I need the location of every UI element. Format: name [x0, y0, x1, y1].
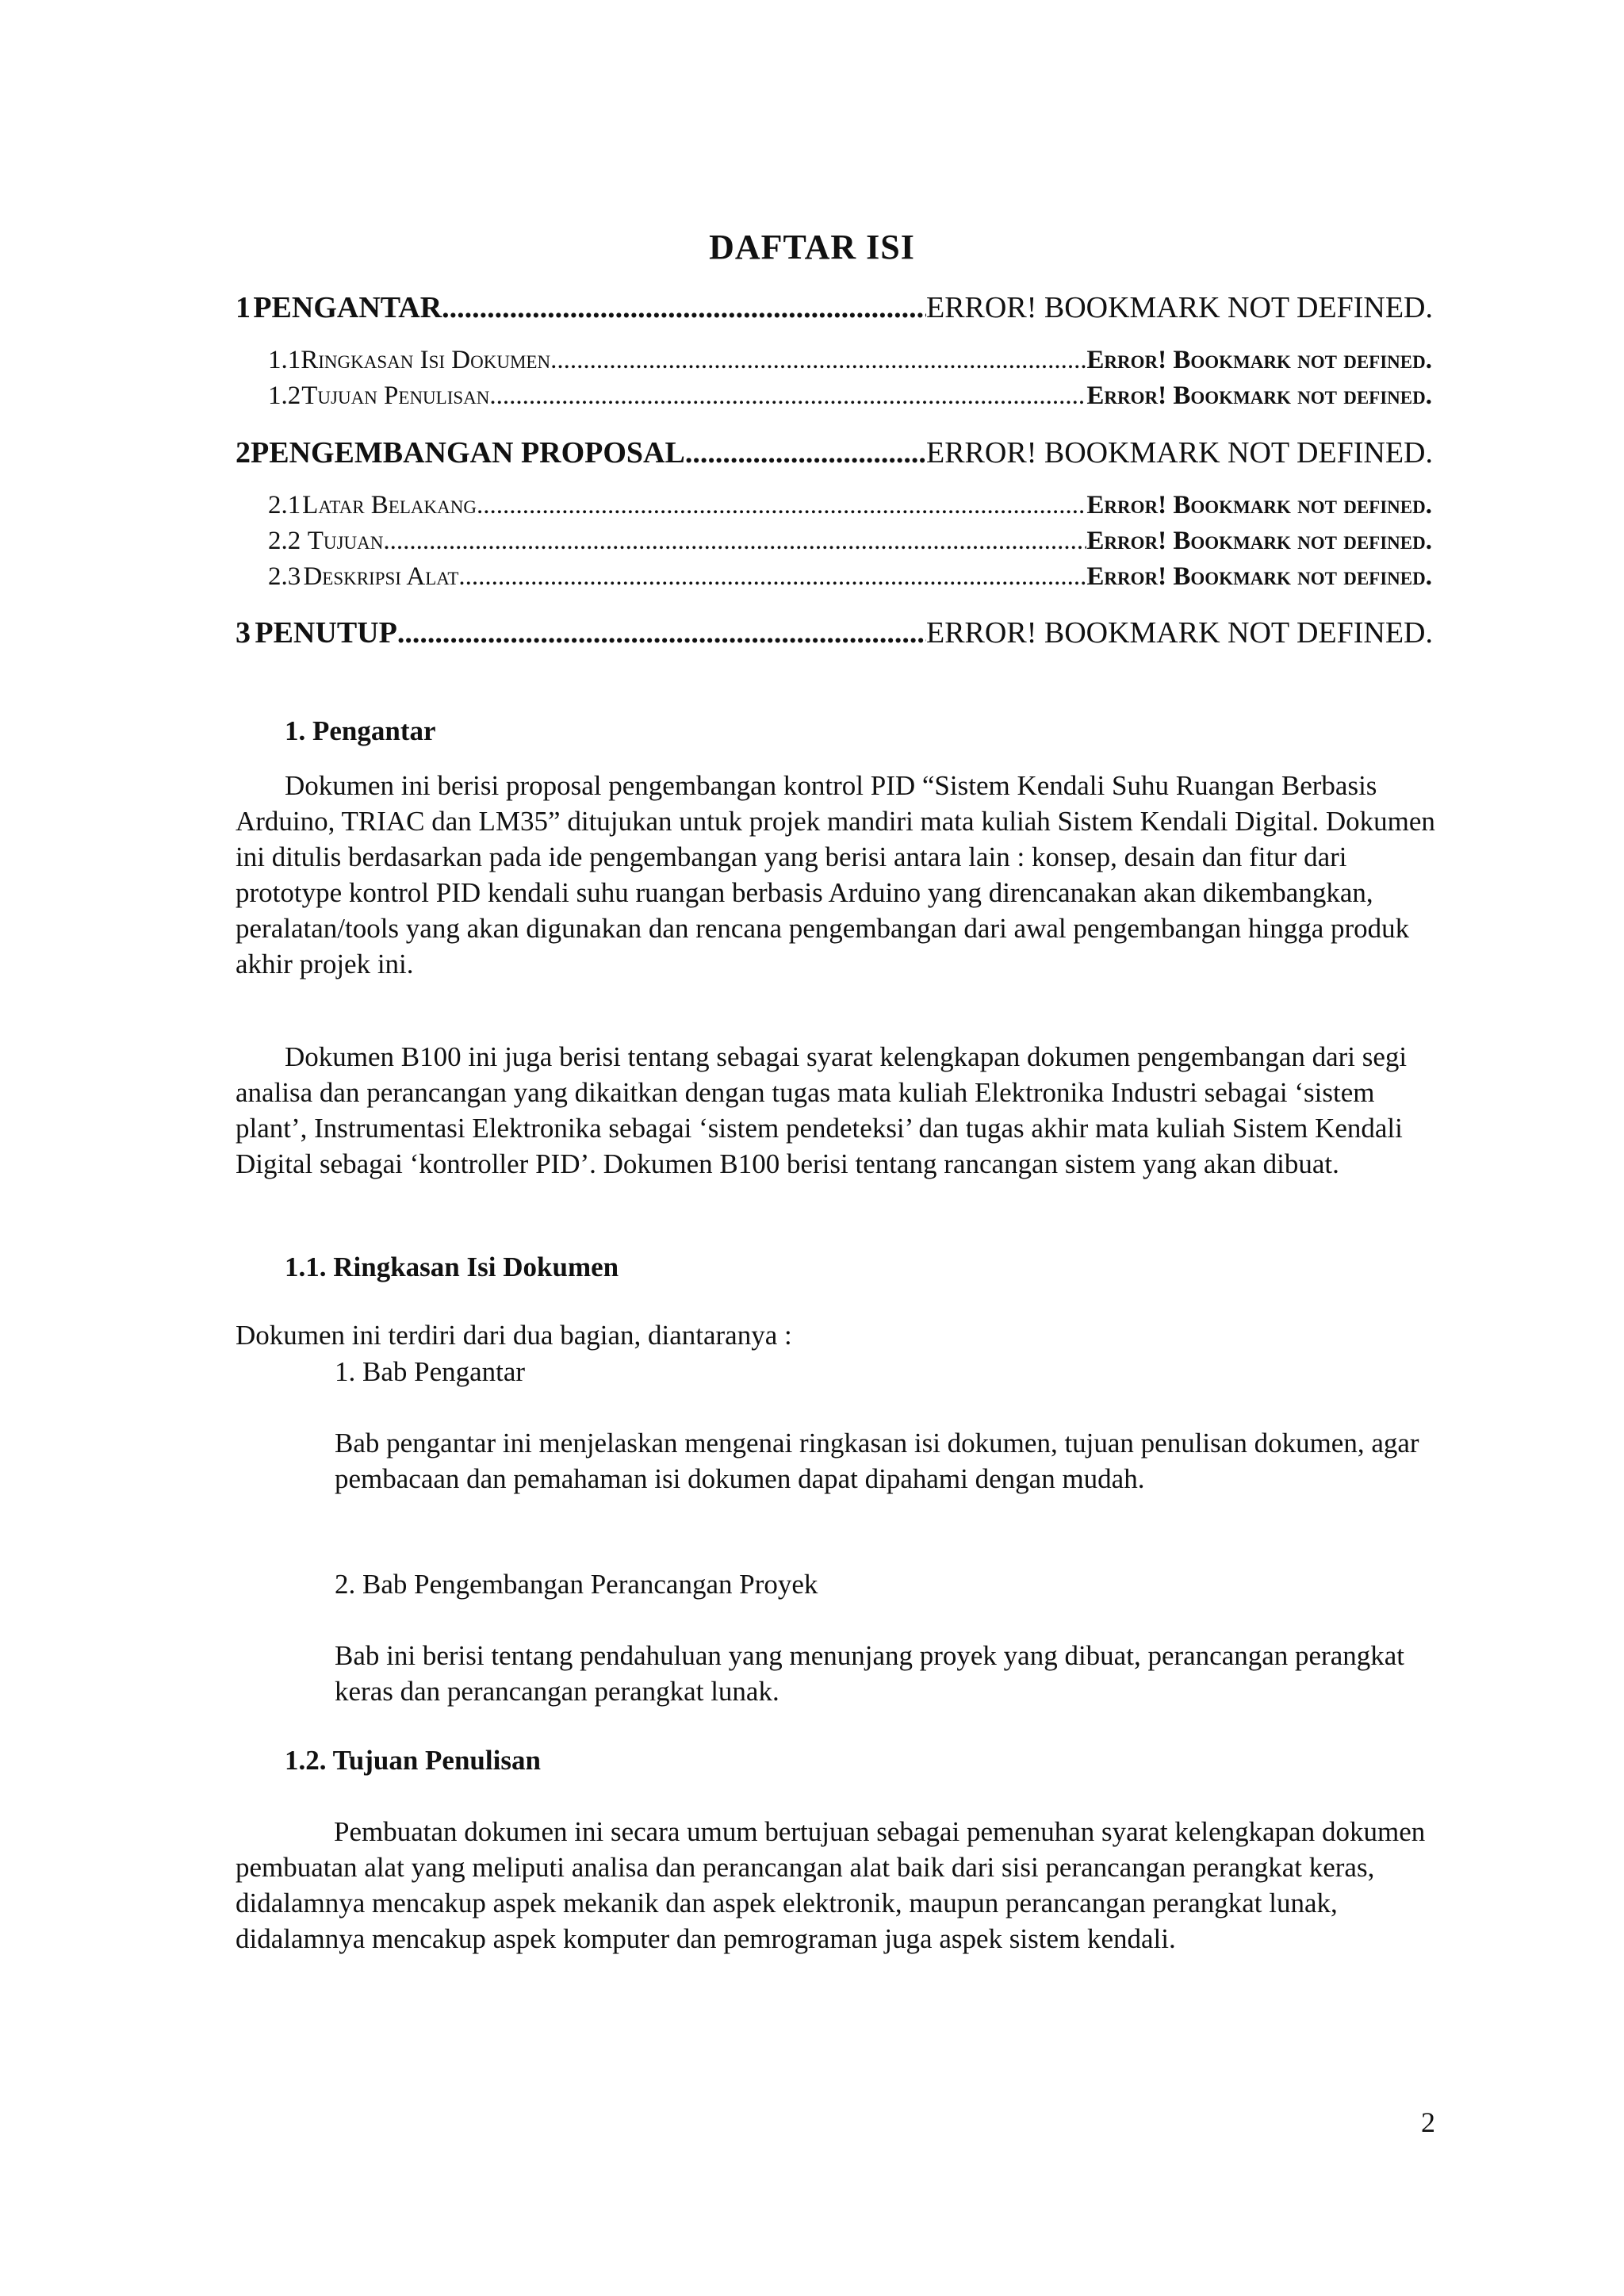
toc-leader-dots	[685, 435, 926, 470]
toc-entry-title: Tujuan	[307, 527, 384, 555]
toc-entry-number: 2.3	[268, 562, 301, 591]
toc-leader-dots	[489, 381, 1086, 411]
toc-entry-title: Ringkasan Isi Dokumen	[301, 346, 551, 374]
toc-entry-number: 2.2	[268, 527, 301, 555]
toc-entry-error: Error! Bookmark not defined.	[1086, 381, 1432, 410]
paragraph: Dokumen B100 ini juga berisi tentang sebagai syarat kelengkapan dokumen pengembangan dari segi analisa dan perancangan yang dikaitkan dengan tugas mata kuliah Elektronika Industri sebagai ‘sistem plant’, Instrumentasi Elektronika sebagai ‘sistem pendeteksi’ dan tugas akhir mata kuliah Sistem Kendali Digital sebagai ‘kontroller PID’. Dokumen B100 berisi tentang rancangan sistem yang akan dibuat.	[236, 1041, 1408, 1179]
paragraph: Pembuatan dokumen ini secara umum bertujuan sebagai pemenuhan syarat kelengkapan dokumen pembuatan alat yang meliputi analisa dan perancangan alat baik dari sisi perancangan perangkat keras, didalamnya mencakup aspek mekanik dan aspek elektronik, maupun perancangan perangkat lunak, didalamnya mencakup aspek komputer dan pemrograman juga aspek sistem kendali.	[236, 1816, 1426, 1954]
list-intro: Dokumen ini terdiri dari dua bagian, diantaranya :	[236, 1320, 792, 1351]
toc-entry-error: Error! Bookmark not defined.	[1086, 527, 1432, 555]
toc-leader-dots	[458, 562, 1086, 592]
toc-entry-title: Deskripsi Alat	[303, 562, 459, 591]
toc-entry-number: 2.1	[268, 491, 301, 519]
toc-entry-title: PENUTUP	[255, 616, 397, 650]
toc-entry-error: ERROR! BOOKMARK NOT DEFINED.	[926, 616, 1433, 650]
toc-leader-dots	[550, 346, 1086, 375]
toc-entry-error: Error! Bookmark not defined.	[1086, 491, 1432, 519]
toc-entry-title: PENGANTAR	[253, 291, 442, 324]
toc-entry-number: 2	[236, 436, 251, 470]
toc-entry-deskripsi-alat[interactable]	[268, 562, 1432, 592]
toc-entry-error: Error! Bookmark not defined.	[1086, 562, 1432, 591]
toc-entry-latar-belakang[interactable]	[268, 491, 1432, 520]
toc-entry-title: PENGEMBANGAN PROPOSAL	[251, 436, 685, 470]
toc-entry-tujuan-penulisan[interactable]	[268, 381, 1432, 411]
section-heading-pengantar: 1. Pengantar	[285, 715, 436, 746]
list-item-text: Bab ini berisi tentang pendahuluan yang menunjang proyek yang dibuat, perancangan perangkat keras dan perancangan perangkat lunak.	[335, 1640, 1405, 1707]
toc-entry-title: Tujuan Penulisan	[301, 381, 490, 410]
toc-leader-dots	[477, 491, 1086, 520]
toc-entry-pengembangan-proposal[interactable]	[236, 435, 1433, 470]
list-item-title: 1. Bab Pengantar	[335, 1356, 526, 1387]
list-item-title: 2. Bab Pengembangan Perancangan Proyek	[335, 1569, 818, 1600]
toc-entry-error: ERROR! BOOKMARK NOT DEFINED.	[926, 291, 1433, 324]
toc-entry-number: 1	[236, 291, 251, 324]
paragraph: Dokumen ini berisi proposal pengembangan kontrol PID “Sistem Kendali Suhu Ruangan Berbasis Arduino, TRIAC dan LM35” ditujukan untuk projek mandiri mata kuliah Sistem Kendali Digital. Dokumen ini ditulis berdasarkan pada ide pengembangan yang berisi antara lain : konsep, desain dan fitur dari prototype kontrol PID kendali suhu ruangan berbasis Arduino yang direncanakan akan dikembangkan, peralatan/tools yang akan digunakan dan rencana pengembangan dari awal pengembangan hingga produk akhir projek ini.	[236, 770, 1435, 979]
toc-entry-error: ERROR! BOOKMARK NOT DEFINED.	[926, 436, 1433, 470]
toc-entry-ringkasan[interactable]	[268, 346, 1432, 375]
toc-entry-title: Latar Belakang	[302, 491, 477, 519]
toc-entry-error: Error! Bookmark not defined.	[1086, 346, 1432, 374]
section-heading-tujuan-penulisan: 1.2. Tujuan Penulisan	[285, 1745, 541, 1776]
toc-entry-number: 1.2	[268, 381, 301, 410]
toc-leader-dots	[442, 290, 926, 325]
section-heading-ringkasan: 1.1. Ringkasan Isi Dokumen	[285, 1251, 619, 1282]
page-number: 2	[1421, 2106, 1435, 2138]
toc-leader-dots	[397, 615, 926, 650]
toc-entry-pengantar[interactable]	[236, 290, 1433, 325]
toc-title: DAFTAR ISI	[709, 228, 915, 266]
list-item-text: Bab pengantar ini menjelaskan mengenai ringkasan isi dokumen, tujuan penulisan dokumen, agar pembacaan dan pemahaman isi dokumen dapat dipahami dengan mudah.	[335, 1428, 1419, 1494]
toc-entry-number: 3	[236, 616, 251, 650]
toc-entry-number: 1.1	[268, 346, 301, 374]
toc-entry-penutup[interactable]	[236, 615, 1433, 650]
toc-entry-tujuan[interactable]	[268, 527, 1432, 556]
toc-leader-dots	[383, 527, 1086, 556]
